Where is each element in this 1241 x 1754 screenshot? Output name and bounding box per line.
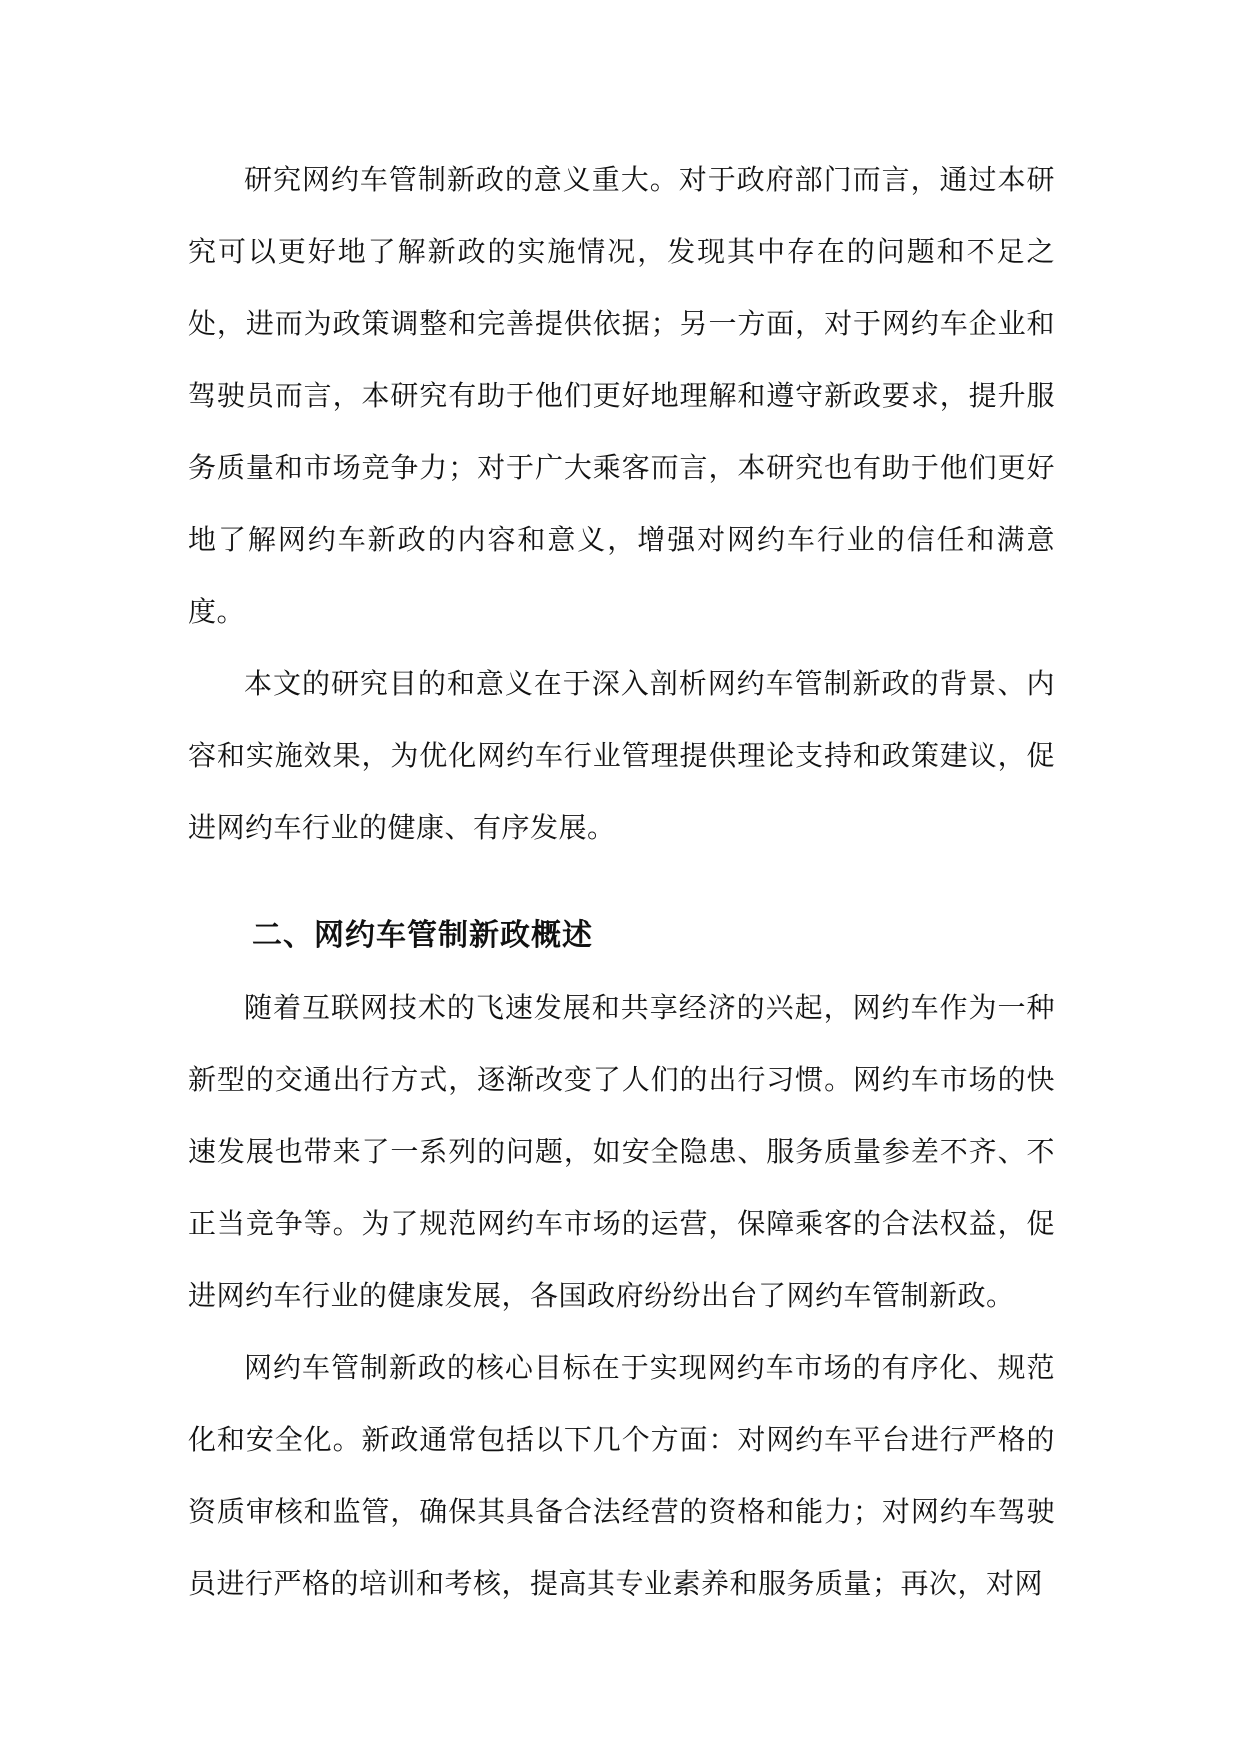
- document-body: [188, 144, 1055, 1620]
- paragraph-research-purpose: 本文的研究目的和意义在于深入剖析网约车管制新政的背景、内容和实施效果，为优化网约车行业管理提供理论支持和政策建议，促进网约车行业的健康、有序发展。: [188, 667, 1055, 844]
- paragraph-research-significance: 研究网约车管制新政的意义重大。对于政府部门而言，通过本研究可以更好地了解新政的实施情况，发现其中存在的问题和不足之处，进而为政策调整和完善提供依据；另一方面，对于网约车企业和驾驶员而言，本研究有助于他们更好地理解和遵守新政要求，提升服务质量和市场竞争力；对于广大乘客而言，本研究也有助于他们更好地了解网约车新政的内容和意义，增强对网约车行业的信任和满意度。: [188, 163, 1055, 628]
- paragraph-background: 随着互联网技术的飞速发展和共享经济的兴起，网约车作为一种新型的交通出行方式，逐渐改变了人们的出行习惯。网约车市场的快速发展也带来了一系列的问题，如安全隐患、服务质量参差不齐、不正当竞争等。为了规范网约车市场的运营，保障乘客的合法权益，促进网约车行业的健康发展，各国政府纷纷出台了网约车管制新政。: [188, 991, 1055, 1312]
- paragraph-policy-goals: 网约车管制新政的核心目标在于实现网约车市场的有序化、规范化和安全化。新政通常包括以下几个方面：对网约车平台进行严格的资质审核和监管，确保其具备合法经营的资格和能力；对网约车驾驶员进行严格的培训和考核，提高其专业素养和服务质量；再次，对网: [188, 1351, 1055, 1600]
- section-heading: 二、网约车管制新政概述: [252, 918, 593, 953]
